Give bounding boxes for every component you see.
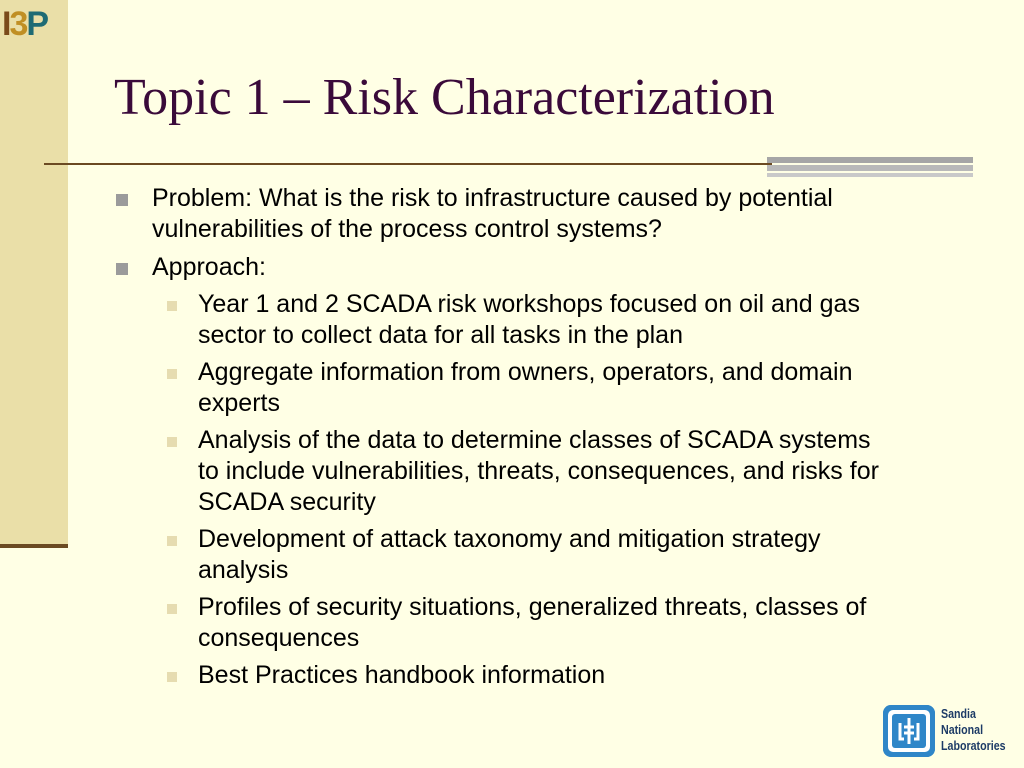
bullet-problem: [114, 183, 974, 245]
gray-bar: [767, 157, 973, 163]
i3p-logo-letter-p: P: [26, 5, 48, 43]
square-bullet-icon: [167, 369, 177, 379]
bullet-text: Problem: What is the risk to infrastructure caused by potential vulnerabilities of the process control systems?: [152, 184, 833, 243]
gray-bar: [767, 165, 973, 171]
left-band-rule: [0, 544, 68, 548]
i3p-logo: [2, 4, 47, 44]
bullet-approach: [114, 252, 974, 283]
square-bullet-icon: [167, 604, 177, 614]
sub-bullet-item: [114, 289, 898, 351]
i3p-logo-letter-i: I: [2, 5, 10, 43]
slide-body: [114, 183, 974, 290]
sandia-logo-line: Laboratories: [941, 738, 1006, 753]
sub-bullet-text: Development of attack taxonomy and mitigation strategy analysis: [198, 525, 821, 584]
square-bullet-icon: [167, 536, 177, 546]
title-underline-rule: [44, 163, 772, 165]
square-bullet-icon: [167, 301, 177, 311]
sub-bullet-item: [114, 660, 898, 691]
sandia-labs-logo: [883, 705, 1019, 761]
sub-bullet-text: Profiles of security situations, generalized threats, classes of consequences: [198, 593, 867, 652]
sub-bullet-item: [114, 524, 898, 586]
sandia-logo-text: [941, 706, 1020, 754]
sub-bullet-list: [114, 289, 974, 697]
sub-bullet-text: Aggregate information from owners, operators, and domain experts: [198, 358, 853, 417]
square-bullet-icon: [167, 437, 177, 447]
gray-bar: [767, 173, 973, 177]
decorative-gray-bars: [767, 157, 973, 179]
sub-bullet-item: [114, 592, 898, 654]
left-decorative-band: [0, 0, 68, 548]
slide-title: Topic 1 – Risk Characterization: [114, 69, 775, 126]
square-bullet-icon: [116, 263, 128, 275]
sub-bullet-text: Best Practices handbook information: [198, 661, 606, 689]
bullet-text: Approach:: [152, 253, 266, 281]
sandia-thunderbird-icon: [883, 705, 935, 757]
square-bullet-icon: [116, 194, 128, 206]
sandia-logo-line: Sandia: [941, 706, 976, 721]
sub-bullet-text: Analysis of the data to determine classes of SCADA systems to include vulnerabilities, threats, consequences, and risks for SCADA security: [198, 426, 879, 516]
sub-bullet-text: Year 1 and 2 SCADA risk workshops focused on oil and gas sector to collect data for all tasks in the plan: [198, 290, 860, 349]
i3p-logo-letter-3: 3: [9, 5, 27, 43]
sandia-logo-line: National: [941, 722, 984, 737]
sub-bullet-item: [114, 425, 898, 518]
sub-bullet-item: [114, 357, 898, 419]
square-bullet-icon: [167, 672, 177, 682]
